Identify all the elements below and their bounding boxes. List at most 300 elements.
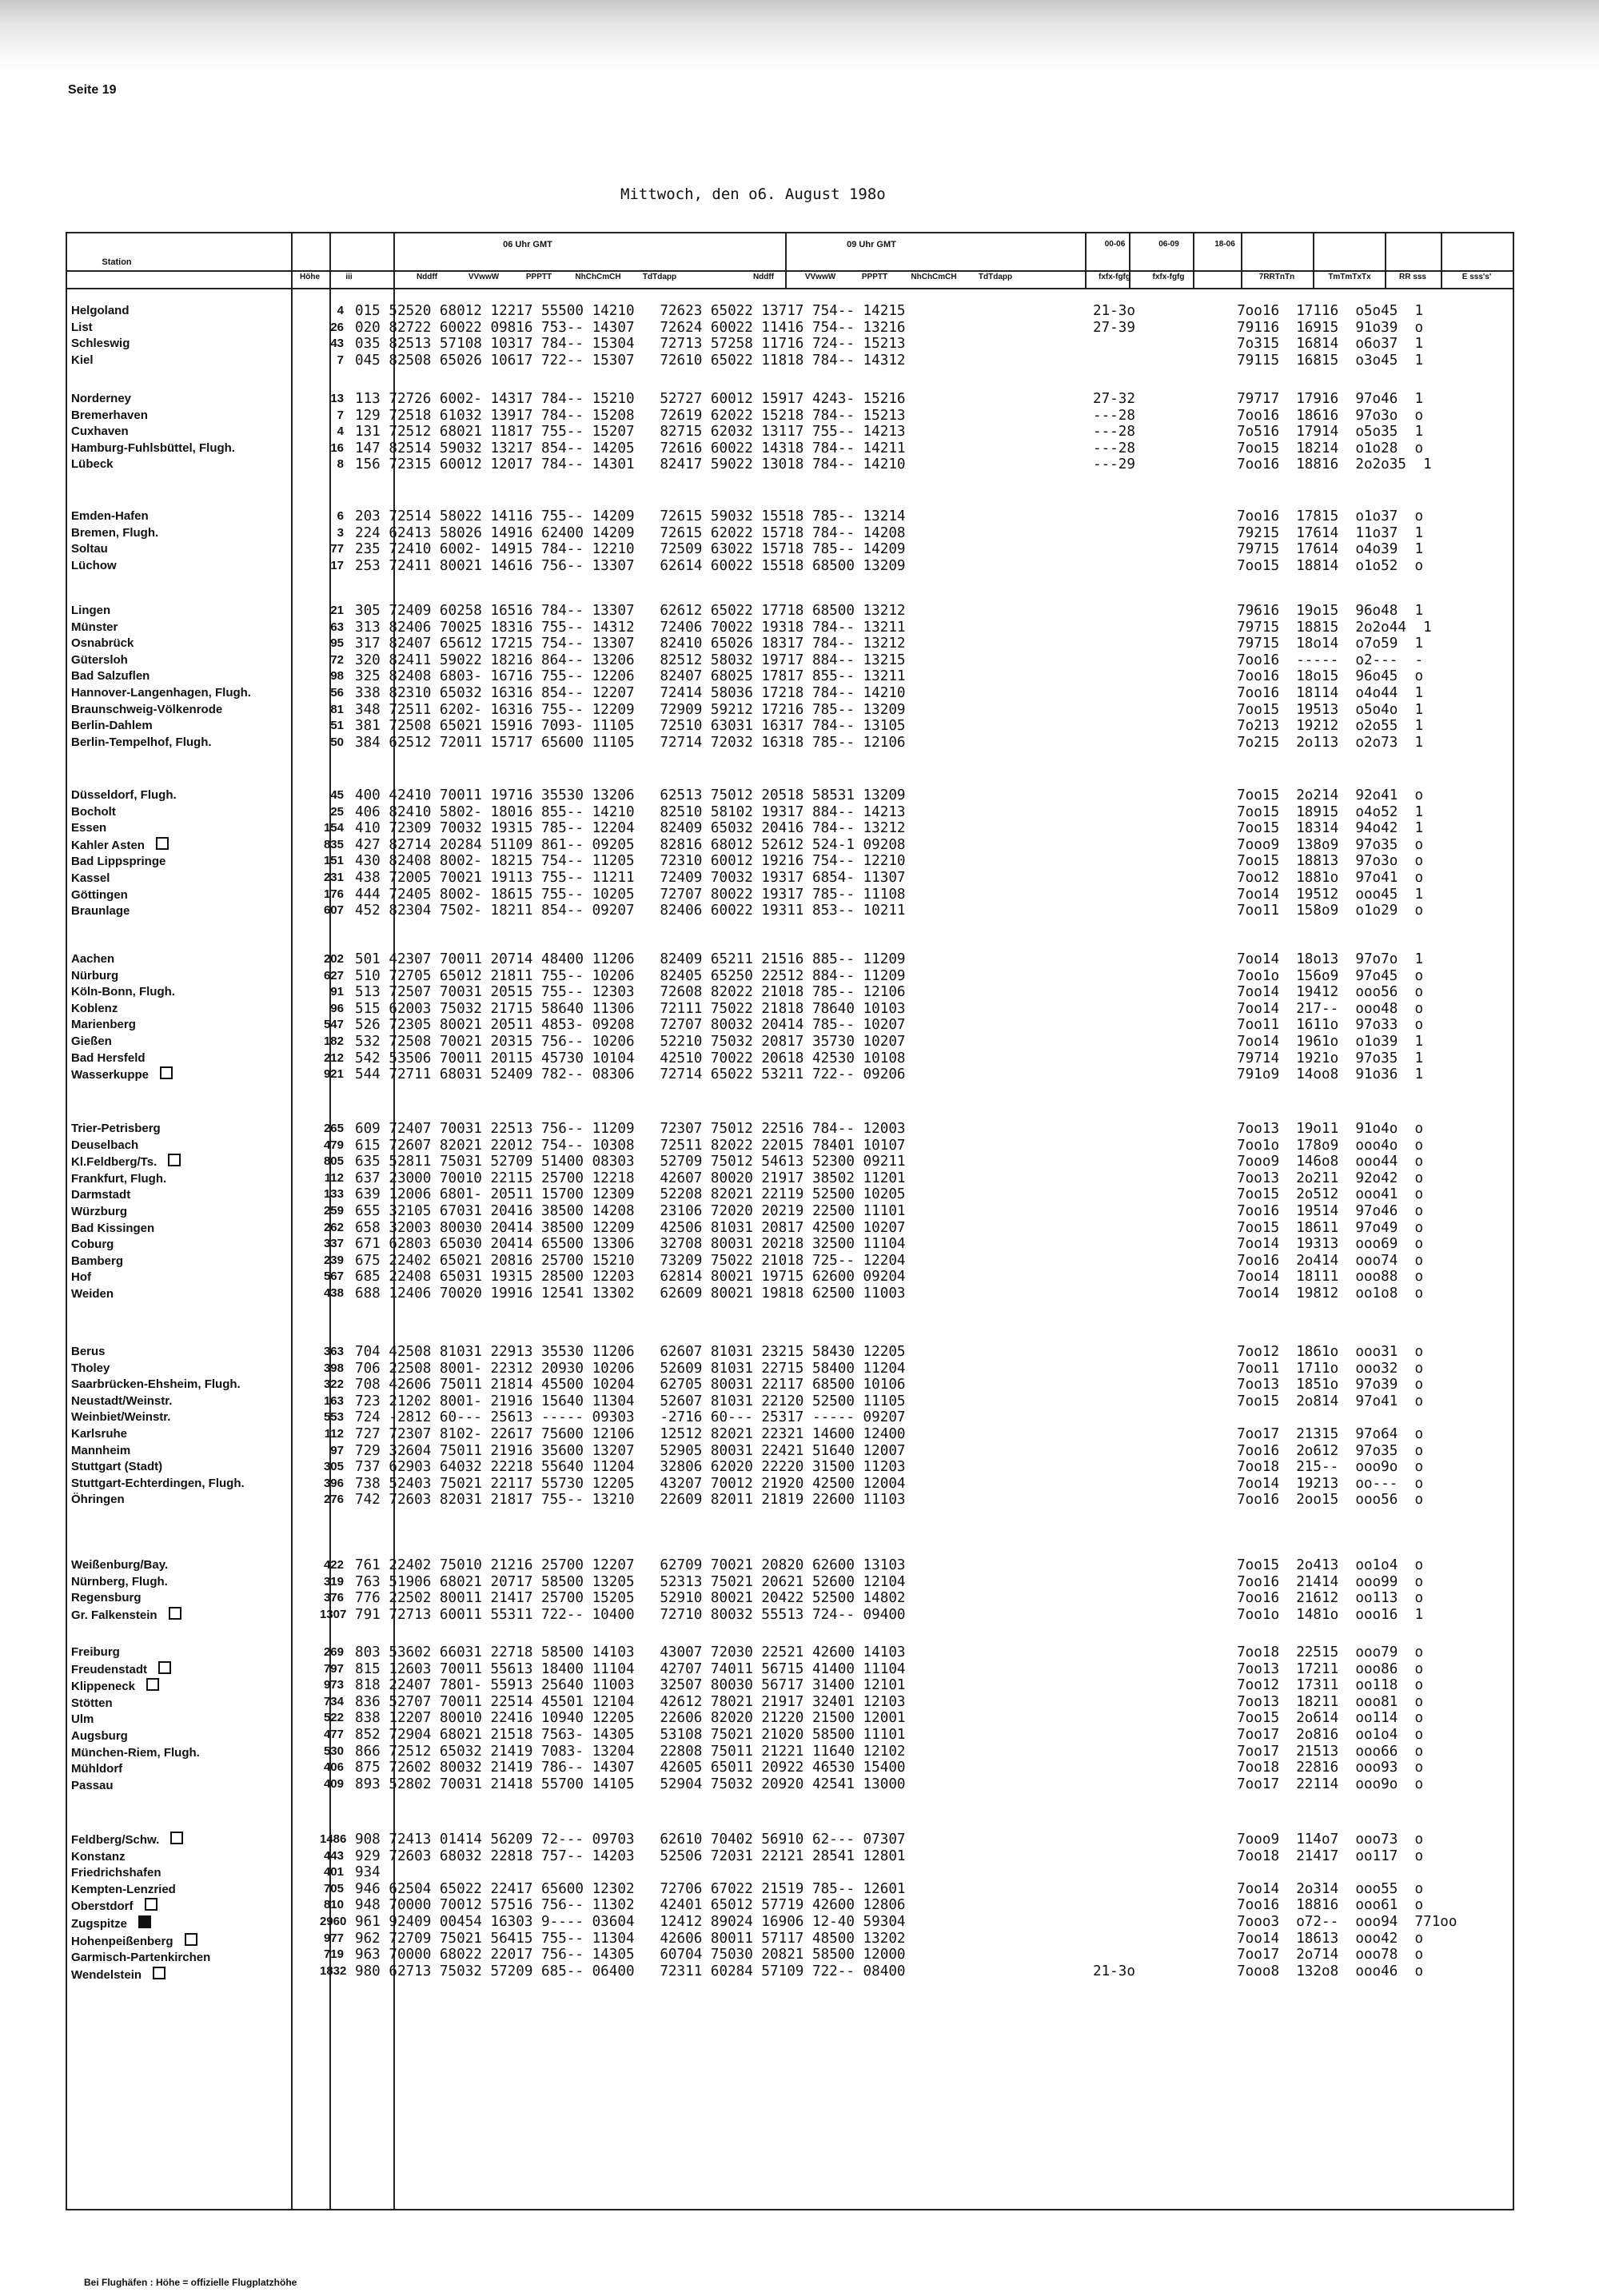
station-name — [71, 1204, 181, 1221]
page-number: Seite 19 — [68, 83, 117, 97]
daily-summary-row: 7oo14 2o314 ooo55 o — [1093, 1880, 1424, 1897]
station-height: 4 — [337, 304, 344, 317]
observation-block — [355, 1121, 906, 1302]
daily-summary-row: 7oo17 2o714 ooo78 o — [1093, 1947, 1424, 1963]
daily-summary-row: 7oo15 2o614 oo114 o — [1093, 1710, 1424, 1727]
station-label: Frankfurt, Flugh. — [71, 1171, 167, 1186]
station-name — [71, 1066, 175, 1084]
station-height: 396 — [323, 1476, 344, 1490]
observation-row: 313 82406 70025 18316 755-- 14312 72406 70022 19318 784-- 13211 — [355, 619, 906, 636]
station-name — [71, 1696, 200, 1712]
station-name — [71, 668, 251, 685]
station-label: Hohenpeißenberg — [71, 1934, 173, 1948]
station-height: 8 — [337, 457, 344, 472]
station-height: 401 — [323, 1865, 344, 1879]
observation-row: 400 42410 70011 19716 35530 13206 62513 75012 20518 58531 13209 — [355, 787, 906, 803]
daily-summary-row: 7ooo9 114o7 ooo73 o — [1093, 1832, 1424, 1848]
observation-row: 961 92409 00454 16303 9---- 03604 12412 89024 16906 12-40 59304 — [355, 1913, 906, 1930]
station-height: 627 — [323, 968, 344, 983]
station-label: Klippeneck — [71, 1680, 136, 1694]
daily-summary-row: 7oo16 18114 o4o44 1 — [1093, 684, 1424, 701]
station-height-column — [320, 603, 344, 751]
station-label: Gr. Falkenstein — [71, 1608, 158, 1622]
station-label: Ulm — [71, 1712, 94, 1727]
station-name — [71, 652, 251, 669]
station-name — [71, 620, 251, 636]
station-name — [71, 1865, 210, 1882]
station-height: 3 — [337, 525, 344, 540]
header-obs-09: 09 Uhr GMT — [847, 240, 896, 249]
station-height: 26 — [330, 320, 344, 334]
station-label: Stuttgart (Stadt) — [71, 1460, 163, 1474]
daily-summary-row: 7oo17 22114 ooo9o o — [1093, 1776, 1424, 1792]
station-name — [71, 1849, 210, 1866]
station-height: 530 — [323, 1744, 344, 1758]
observation-row: 384 62512 72011 15717 65600 11105 72714 72032 16318 785-- 12106 — [355, 734, 906, 751]
daily-summary-row: 27-39 79116 16915 91o39 o — [1093, 319, 1424, 336]
header-tx-1806: 7RRTnTn — [1258, 273, 1295, 281]
station-height: 269 — [323, 1645, 344, 1659]
station-label: Neustadt/Weinstr. — [71, 1393, 173, 1408]
station-name — [71, 804, 177, 821]
observation-row: 045 82508 65026 10617 722-- 15307 72610 65022 11818 784-- 14312 — [355, 352, 906, 369]
observation-row: 708 42606 75011 21814 45500 10204 62705 80031 22117 68500 10106 — [355, 1377, 906, 1393]
observation-row: 658 32003 80030 20414 38500 12209 42506 81031 20817 42500 10207 — [355, 1219, 906, 1236]
station-label: Düsseldorf, Flugh. — [71, 788, 177, 802]
observation-row: 908 72413 01414 56209 72--- 09703 62610 70402 56910 62--- 07307 — [355, 1832, 906, 1848]
observation-row: 980 62713 75032 57209 685-- 06400 72311 60284 57109 722-- 08400 — [355, 1963, 906, 1979]
daily-summary-block — [1093, 1557, 1423, 1623]
daily-summary-row: 7oo17 21315 97o64 o — [1093, 1425, 1424, 1442]
daily-summary-row: 7oo15 2o512 ooo41 o — [1093, 1186, 1424, 1203]
daily-summary-block — [1093, 391, 1432, 473]
station-name — [71, 1590, 181, 1607]
observation-row: 723 21202 8001- 21916 15640 11304 52607 81031 22120 52500 11105 — [355, 1393, 906, 1409]
station-label: Cuxhaven — [71, 425, 129, 439]
daily-summary-row: 7oo12 1861o ooo31 o — [1093, 1344, 1424, 1360]
observation-row: 729 32604 75011 21916 35600 13207 52905 80031 22421 51640 12007 — [355, 1442, 906, 1459]
daily-summary-row: 7oo14 19213 oo--- o — [1093, 1475, 1424, 1492]
observation-row: 320 82411 59022 18216 864-- 13206 82512 58032 19717 884-- 13215 — [355, 652, 906, 668]
daily-summary-row: 7oo16 ----- o2--- - — [1093, 652, 1424, 668]
daily-summary-block — [1093, 603, 1432, 751]
daily-summary-row: 7oo15 2o214 92o41 o — [1093, 787, 1424, 803]
station-name-column — [71, 303, 130, 369]
station-name — [71, 1254, 181, 1270]
station-height: 479 — [323, 1138, 344, 1152]
mountain-station-icon — [146, 1678, 159, 1691]
station-height: 2960 — [320, 1914, 347, 1928]
station-label: Hannover-Langenhagen, Flugh. — [71, 685, 252, 700]
station-name — [71, 1050, 175, 1067]
station-label: Emden-Hafen — [71, 509, 149, 523]
station-name-column — [71, 1644, 200, 1794]
station-height: 607 — [323, 903, 344, 918]
observation-row: 852 72904 68021 21518 7563- 14305 53108 75021 21020 58500 11101 — [355, 1726, 906, 1743]
station-name — [71, 1574, 181, 1591]
mountain-station-filled-icon — [138, 1915, 151, 1928]
observation-row: 761 22402 75010 21216 25700 12207 62709 70021 20820 62600 13103 — [355, 1557, 906, 1573]
daily-summary-row: ---29 7oo16 18816 2o2o35 1 — [1093, 456, 1432, 473]
daily-summary-row: 7oo14 19412 ooo56 o — [1093, 984, 1424, 1001]
daily-summary-row: 7oo18 22515 ooo79 o — [1093, 1644, 1424, 1660]
observation-row: 737 62903 64032 22218 55640 11204 32806 62020 22220 31500 11203 — [355, 1459, 906, 1476]
station-name — [71, 1121, 181, 1138]
observation-row: 963 70000 68022 22017 756-- 14305 60704 75030 20821 58500 12000 — [355, 1947, 906, 1963]
station-label: Soltau — [71, 542, 108, 556]
station-name — [71, 1138, 181, 1154]
observation-row: 501 42307 70011 20714 48400 11206 82409 65211 21516 885-- 11209 — [355, 951, 906, 967]
header-period-1806: 18-06 — [1214, 240, 1235, 249]
daily-summary-row: 7oo14 18o13 97o7o 1 — [1093, 951, 1424, 967]
daily-summary-row: 7oo13 17211 ooo86 o — [1093, 1660, 1424, 1677]
header-nddff-09: Nddff — [752, 273, 775, 281]
station-label: Lingen — [71, 604, 111, 617]
observation-row: 410 72309 70032 19315 785-- 12204 82409 65032 20416 784-- 13212 — [355, 820, 906, 837]
station-height: 422 — [323, 1558, 344, 1572]
observation-row: 776 22502 80011 21417 25700 15205 52910 80021 20422 52500 14802 — [355, 1590, 906, 1607]
station-label: Trier-Petrisberg — [71, 1122, 161, 1135]
daily-summary-row: 7oo13 19o11 91o4o o — [1093, 1121, 1424, 1137]
observation-row: 224 62413 58026 14916 62400 14209 72615 62022 15718 784-- 14208 — [355, 524, 906, 541]
observation-row: 803 53602 66031 22718 58500 14103 43007 72030 22521 42600 14103 — [355, 1644, 906, 1660]
observation-block — [355, 508, 906, 574]
station-height: 835 — [323, 837, 344, 851]
observation-row: 381 72508 65021 15916 7093- 11105 72510 63031 16317 784-- 13105 — [355, 718, 906, 735]
station-label: Tholey — [71, 1361, 110, 1375]
station-label: Augsburg — [71, 1728, 128, 1743]
station-name — [71, 718, 251, 735]
station-label: Stuttgart-Echterdingen, Flugh. — [71, 1476, 245, 1490]
station-height: 154 — [323, 821, 344, 835]
observation-row: 526 72305 80021 20511 4853- 09208 72707 80032 20414 785-- 10207 — [355, 1017, 906, 1034]
station-name — [71, 456, 235, 473]
station-label: Wasserkuppe — [71, 1068, 149, 1082]
observation-row: 685 22408 65031 19315 28500 12203 62814 80021 19715 62600 09204 — [355, 1269, 906, 1286]
daily-summary-row: 7oo14 19512 ooo45 1 — [1093, 886, 1424, 903]
station-height-column — [320, 508, 344, 574]
header-iii: iii — [345, 273, 353, 281]
observation-block — [355, 303, 906, 369]
station-label: Hamburg-Fuhlsbüttel, Flugh. — [71, 440, 235, 455]
daily-summary-row: 79715 18o14 o7o59 1 — [1093, 636, 1424, 652]
daily-summary-row — [1093, 1864, 1457, 1881]
daily-summary-row: 7oo12 1881o 97o41 o — [1093, 869, 1424, 886]
station-label: Osnabrück — [71, 636, 134, 651]
observation-row: 510 72705 65012 21811 755-- 10206 82405 65250 22512 884-- 11209 — [355, 967, 906, 984]
daily-summary-row: 7oo13 2o211 92o42 o — [1093, 1170, 1424, 1186]
station-name — [71, 1393, 245, 1410]
station-height: 406 — [323, 1760, 344, 1775]
daily-summary-row: 7oo16 21414 ooo99 o — [1093, 1573, 1424, 1590]
station-name — [71, 1154, 181, 1171]
station-label: Freudenstadt — [71, 1662, 148, 1676]
station-name — [71, 1377, 245, 1393]
daily-summary-row: 7oo12 17311 oo118 o — [1093, 1677, 1424, 1694]
station-name — [71, 1286, 181, 1303]
station-height-column — [320, 1644, 344, 1792]
observation-block — [355, 951, 906, 1083]
mountain-station-icon — [156, 837, 169, 850]
station-height: 231 — [323, 870, 344, 884]
station-height: 112 — [324, 1170, 344, 1185]
station-height: 443 — [323, 1848, 344, 1863]
station-label: Passau — [71, 1778, 114, 1792]
station-height: 239 — [323, 1253, 344, 1267]
station-name — [71, 854, 177, 871]
station-name — [71, 408, 235, 425]
observation-row: 948 70000 70012 57516 756-- 11302 42401 65012 57719 42600 12806 — [355, 1897, 906, 1914]
station-height: 305 — [323, 1460, 344, 1474]
station-label: Stötten — [71, 1696, 113, 1710]
daily-summary-row: 7oo18 215-- ooo9o o — [1093, 1459, 1424, 1476]
daily-summary-row: 7oo16 18816 ooo61 o — [1093, 1897, 1424, 1914]
station-label: Friedrichshafen — [71, 1866, 161, 1880]
mountain-station-icon — [153, 1967, 165, 1979]
observation-row: 763 51906 68021 20717 58500 13205 52313 75021 20621 52600 12104 — [355, 1573, 906, 1590]
station-label: Berlin-Dahlem — [71, 719, 153, 733]
mountain-station-icon — [169, 1607, 181, 1620]
station-height: 112 — [324, 1426, 344, 1441]
station-label: Oberstdorf — [71, 1899, 134, 1914]
station-name — [71, 1344, 245, 1361]
daily-summary-row: 7oo18 21417 oo117 o — [1093, 1848, 1424, 1864]
daily-summary-row: 79616 19o15 96o48 1 — [1093, 603, 1424, 619]
daily-summary-row: 7oo11 1611o 97o33 o — [1093, 1017, 1424, 1034]
daily-summary-block — [1093, 1644, 1423, 1792]
station-label: Münster — [71, 620, 118, 634]
header-ppptt-09: PPPTT — [861, 273, 888, 281]
station-label: Göttingen — [71, 887, 128, 902]
station-label: Norderney — [71, 392, 132, 405]
header-clouds: NhChCmCH — [575, 273, 621, 281]
observation-row: 020 82722 60022 09816 753-- 14307 72624 60022 11416 754-- 13216 — [355, 319, 906, 336]
page-date: Mittwoch, den o6. August 198o — [620, 185, 886, 203]
daily-summary-row: 7ooo9 146o8 ooo44 o — [1093, 1154, 1424, 1170]
observation-row: 838 12207 80010 22416 10940 12205 22606 82020 21220 21500 12001 — [355, 1710, 906, 1727]
station-height: 4 — [337, 425, 344, 439]
observation-block — [355, 391, 906, 473]
station-name — [71, 1426, 245, 1443]
daily-summary-row: 7oo11 158o9 o1o29 o — [1093, 903, 1424, 919]
daily-summary-row: 7oo13 18211 ooo81 o — [1093, 1693, 1424, 1710]
station-label: München-Riem, Flugh. — [71, 1745, 200, 1760]
header-clouds-09: NhChCmCH — [911, 273, 957, 281]
observation-row: 156 72315 60012 12017 784-- 14301 82417 59022 13018 784-- 14210 — [355, 456, 906, 473]
daily-summary-block — [1093, 1832, 1457, 1979]
station-height-column — [320, 1121, 344, 1302]
observation-block — [355, 603, 906, 751]
station-height-column — [320, 1557, 347, 1623]
observation-row: 655 32105 67031 20416 38500 14208 23106 72020 20219 22500 11101 — [355, 1202, 906, 1219]
station-height: 1486 — [320, 1832, 347, 1846]
station-name — [71, 1171, 181, 1188]
station-height: 973 — [323, 1678, 344, 1692]
station-height: 163 — [323, 1393, 344, 1408]
station-height: 547 — [323, 1018, 344, 1032]
station-label: Wendelstein — [71, 1967, 142, 1982]
station-name — [71, 508, 158, 525]
mountain-station-icon — [158, 1661, 171, 1674]
observation-row: 637 23000 70010 22115 25700 12218 42607 80020 21917 38502 11201 — [355, 1170, 906, 1186]
station-height: 96 — [330, 1001, 344, 1015]
station-label: Mühldorf — [71, 1762, 123, 1776]
daily-summary-row: 7oo13 1851o 97o39 o — [1093, 1377, 1424, 1393]
station-label: Weinbiet/Weinstr. — [71, 1410, 171, 1425]
header-esss: E sss's' — [1461, 273, 1492, 281]
station-name-column — [71, 1832, 210, 1983]
station-name — [71, 1270, 181, 1286]
station-height: 202 — [323, 952, 344, 966]
station-height: 705 — [323, 1881, 344, 1895]
daily-summary-row: 27-32 79717 17916 97o46 1 — [1093, 391, 1424, 407]
daily-summary-row: 7oo16 19514 97o46 o — [1093, 1202, 1424, 1219]
observation-row: 791 72713 60011 55311 722-- 10400 72710 80032 55513 724-- 09400 — [355, 1606, 906, 1623]
station-height: 322 — [323, 1377, 344, 1392]
daily-summary-row: 791o9 14oo8 91o36 1 — [1093, 1066, 1424, 1083]
station-name — [71, 541, 158, 558]
station-height: 921 — [323, 1067, 344, 1082]
station-height: 734 — [323, 1694, 344, 1708]
header-vvwww: VVwwW — [468, 273, 500, 281]
station-height-column — [320, 1344, 344, 1509]
station-name — [71, 1882, 210, 1899]
station-height: 72 — [330, 652, 344, 667]
station-name — [71, 1933, 210, 1951]
station-height: 1832 — [320, 1963, 347, 1978]
station-label: Öhringen — [71, 1493, 125, 1507]
header-nddff: Nddff — [416, 273, 438, 281]
station-name — [71, 320, 130, 337]
observation-row: 427 82714 20284 51109 861-- 09205 82816 68012 52612 524-1 09208 — [355, 836, 906, 853]
daily-summary-row: 7oo15 2o814 97o41 o — [1093, 1393, 1424, 1409]
station-label: Garmisch-Partenkirchen — [71, 1951, 211, 1965]
station-label: Berus — [71, 1345, 106, 1358]
observation-row: 738 52403 75021 22117 55730 12205 43207 70012 21920 42500 12004 — [355, 1475, 906, 1492]
daily-summary-row: 7oo16 21612 oo113 o — [1093, 1590, 1424, 1607]
station-height: 25 — [330, 804, 344, 819]
station-name — [71, 391, 235, 408]
station-name — [71, 525, 158, 542]
header-tdtd: TdTdapp — [642, 273, 677, 281]
station-label: Feldberg/Schw. — [71, 1833, 160, 1847]
station-name — [71, 1557, 181, 1574]
daily-summary-block — [1093, 508, 1423, 574]
observation-row: 305 72409 60258 16516 784-- 13307 62612 65022 17718 68500 13212 — [355, 603, 906, 619]
station-label: Karlsruhe — [71, 1426, 128, 1441]
station-height: 182 — [323, 1034, 344, 1048]
scan-noise — [0, 0, 1599, 72]
daily-summary-row: 21-3o 7ooo8 132o8 ooo46 o — [1093, 1963, 1424, 1979]
station-name — [71, 871, 177, 887]
daily-summary-block — [1093, 951, 1423, 1083]
station-name — [71, 1832, 210, 1849]
station-name — [71, 1187, 181, 1204]
observation-row: 609 72407 70031 22513 756-- 11209 72307 75012 22516 784-- 12003 — [355, 1121, 906, 1137]
observation-row: 406 82410 5802- 18016 855-- 14210 82510 58102 19317 884-- 14213 — [355, 803, 906, 820]
station-height-column — [320, 303, 344, 369]
station-name — [71, 1361, 245, 1377]
station-height: 477 — [323, 1727, 344, 1741]
station-height: 16 — [330, 440, 344, 455]
station-name — [71, 303, 130, 320]
station-label: Freiburg — [71, 1645, 120, 1659]
daily-summary-row: ---28 7oo15 18214 o1o28 o — [1093, 440, 1424, 456]
station-name-column — [71, 1557, 181, 1624]
station-label: Aachen — [71, 952, 115, 966]
station-label: Mannheim — [71, 1443, 131, 1457]
station-label: Helgoland — [71, 304, 130, 317]
daily-summary-row: 7o215 2o113 o2o73 1 — [1093, 734, 1424, 751]
header-rr: RR sss — [1399, 273, 1426, 281]
station-label: Marienberg — [71, 1018, 136, 1032]
station-name — [71, 685, 251, 702]
observation-row: 113 72726 6002- 14317 784-- 15210 52727 60012 15917 4243- 15216 — [355, 391, 906, 407]
station-height: 810 — [323, 1898, 344, 1912]
observation-row: 430 82408 8002- 18215 754-- 11205 72310 60012 19216 754-- 12210 — [355, 853, 906, 870]
station-height: 56 — [330, 685, 344, 700]
daily-summary-row: 7oo18 22816 ooo93 o — [1093, 1760, 1424, 1776]
station-name — [71, 1237, 181, 1254]
observation-row: 639 12006 6801- 20511 15700 12309 52208 82021 22119 52500 10205 — [355, 1186, 906, 1203]
station-name — [71, 1492, 245, 1509]
station-label: Saarbrücken-Ehsheim, Flugh. — [71, 1377, 241, 1392]
station-height-column — [320, 1832, 347, 1979]
observation-row: 444 72405 8002- 18615 755-- 10205 72707 80022 19317 785-- 11108 — [355, 886, 906, 903]
station-name — [71, 968, 175, 985]
station-height: 176 — [323, 887, 344, 901]
mountain-station-icon — [160, 1066, 173, 1079]
station-name — [71, 558, 158, 575]
mountain-station-icon — [185, 1933, 197, 1946]
observation-block — [355, 1832, 906, 1979]
header-ff-0609: fxfx-fgfg — [1152, 273, 1185, 281]
daily-summary-row: 7oo14 18111 ooo88 o — [1093, 1269, 1424, 1286]
daily-summary-row: 7oo15 2o413 oo1o4 o — [1093, 1557, 1424, 1573]
station-label: Würzburg — [71, 1204, 127, 1218]
observation-row: 875 72602 80032 21419 786-- 14307 42605 65011 20922 46530 15400 — [355, 1760, 906, 1776]
station-name-column — [71, 951, 175, 1084]
station-height: 151 — [323, 854, 344, 868]
header-tdtd-09: TdTdapp — [978, 273, 1013, 281]
daily-summary-row: ---28 7oo16 18616 97o3o o — [1093, 407, 1424, 424]
station-height: 95 — [330, 636, 344, 651]
header-period-0609: 06-09 — [1158, 240, 1179, 249]
station-height: 51 — [330, 719, 344, 733]
observation-row: 929 72603 68032 22818 757-- 14203 52506 72031 22121 28541 12801 — [355, 1848, 906, 1864]
station-height: 265 — [323, 1122, 344, 1135]
station-name — [71, 1034, 175, 1050]
station-height: 43 — [330, 337, 344, 351]
station-label: Konstanz — [71, 1849, 126, 1864]
observation-row: 147 82514 59032 13217 854-- 14205 72616 60022 14318 784-- 14211 — [355, 440, 906, 456]
station-height: 133 — [323, 1187, 344, 1202]
station-height: 1307 — [320, 1607, 347, 1621]
station-height: 719 — [323, 1947, 344, 1962]
station-name — [71, 440, 235, 457]
header-tmtx: TmTmTxTx — [1328, 273, 1371, 281]
observation-row: 688 12406 70020 19916 12541 13302 62609 80021 19818 62500 11003 — [355, 1285, 906, 1301]
observation-row: 706 22508 8001- 22312 20930 10206 52609 81031 22715 58400 11204 — [355, 1360, 906, 1377]
mountain-station-icon — [145, 1898, 158, 1911]
header-vvwww-09: VVwwW — [804, 273, 836, 281]
station-name — [71, 837, 177, 855]
observation-row: 615 72607 82021 22012 754-- 10308 72511 82022 22015 78401 10107 — [355, 1137, 906, 1154]
daily-summary-row: 7oo14 217-- ooo48 o — [1093, 1000, 1424, 1017]
header-hoehe: Höhe — [300, 273, 320, 281]
observation-row: 671 62803 65030 20414 65500 13306 32708 80031 20218 32500 11104 — [355, 1236, 906, 1253]
station-label: Nürnberg, Flugh. — [71, 1574, 168, 1588]
